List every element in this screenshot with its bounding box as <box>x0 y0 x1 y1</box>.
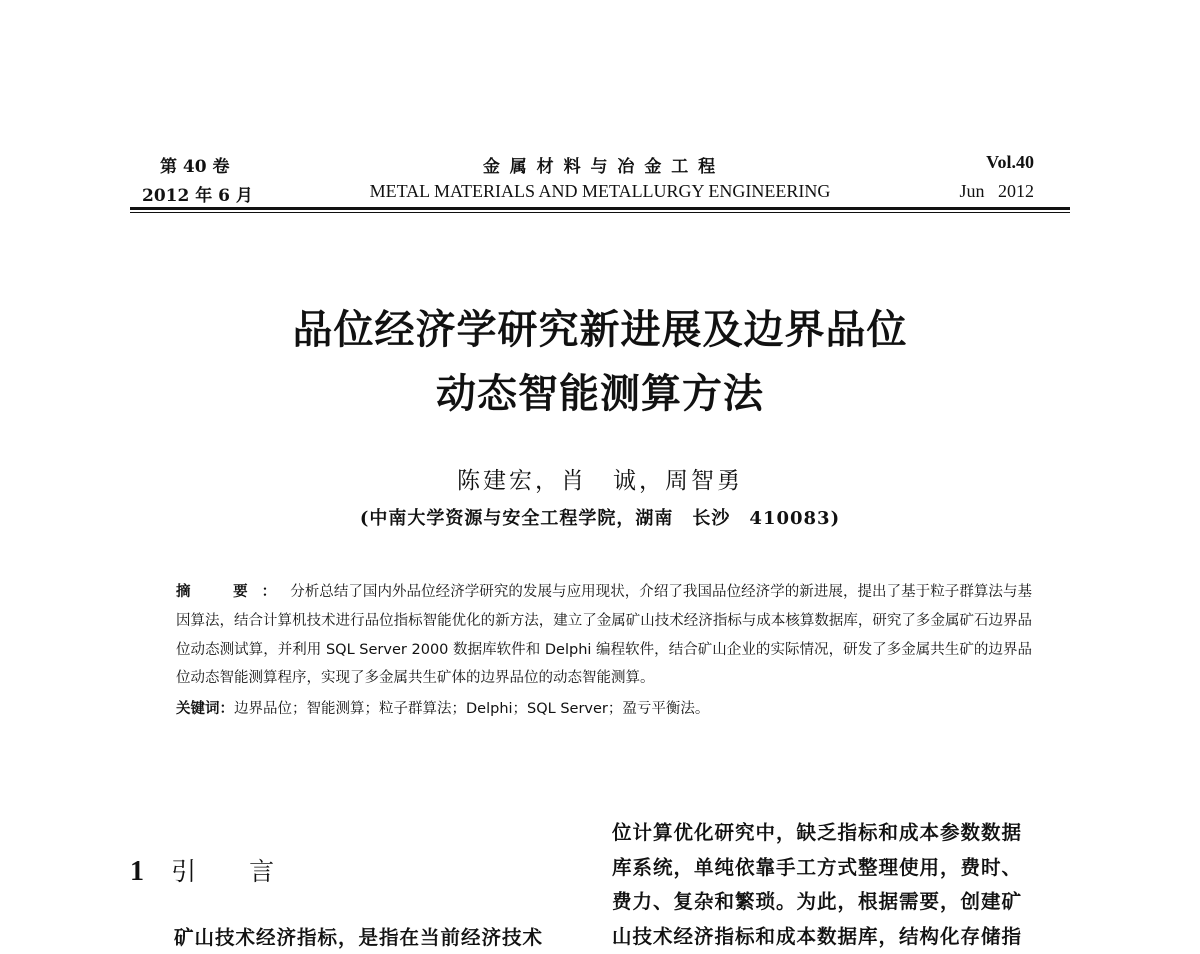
right-column-line: 山技术经济指标和成本数据库，结构化存储指 <box>612 920 1072 954</box>
section-heading <box>130 852 288 888</box>
right-column-line: 库系统，单纯依靠手工方式整理使用，费时、 <box>612 851 1072 886</box>
date-cn: 2012 年 6 月 <box>142 181 253 206</box>
journal-title-en: METAL MATERIALS AND METALLURGY ENGINEERING <box>0 181 1200 202</box>
keywords-text: 边界品位；智能测算；粒子群算法；Delphi；SQL Server；盈亏平衡法。 <box>234 701 709 717</box>
keywords-paragraph <box>176 695 1032 724</box>
keywords-label: 关键词： <box>176 701 234 717</box>
date-en: Jun 2012 <box>959 181 1034 202</box>
right-column-line: 费力、复杂和繁琐。为此，根据需要，创建矿 <box>612 885 1072 920</box>
journal-title-cn: 金 属 材 料 与 冶 金 工 程 <box>0 152 1200 177</box>
section-body-line1: 矿山技术经济指标，是指在当前经济技术 <box>174 922 543 950</box>
abstract-block <box>176 578 1032 724</box>
abstract-label: 摘 要： <box>176 584 290 600</box>
header-rule-thick <box>130 207 1070 210</box>
right-column-line: 位计算优化研究中，缺乏指标和成本参数数据 <box>612 816 1072 851</box>
volume-cn: 第 40 卷 <box>160 152 230 177</box>
section-title: 引 言 <box>171 857 288 886</box>
article-title-line2: 动态智能测算方法 <box>0 362 1200 419</box>
authors: 陈建宏，肖 诚，周智勇 <box>0 462 1200 495</box>
right-column <box>612 816 1072 954</box>
section-number: 1 <box>130 856 144 887</box>
article-title-line1: 品位经济学研究新进展及边界品位 <box>0 298 1200 355</box>
volume-en: Vol.40 <box>986 152 1034 173</box>
abstract-text: 分析总结了国内外品位经济学研究的发展与应用现状，介绍了我国品位经济学的新进展，提出了基于粒子群算法与基因算法，结合计算机技术进行品位指标智能优化的新方法，建立了金属矿山技术经济指标与成本核算数据库，研究了多金属矿石边界品位动态测试算，并利用 SQL Server 2000 数据库软件和 Delphi 编程软件，结合矿山企业的实际情况，研发了多金属共生矿的边界品位动态智能测算程序，实现了多金属共生矿体的边界品位的动态智能测算。 <box>176 584 1032 686</box>
header-rule-thin <box>130 212 1070 213</box>
affiliation: (中南大学资源与安全工程学院，湖南 长沙 410083) <box>0 504 1200 530</box>
abstract-paragraph <box>176 578 1032 693</box>
